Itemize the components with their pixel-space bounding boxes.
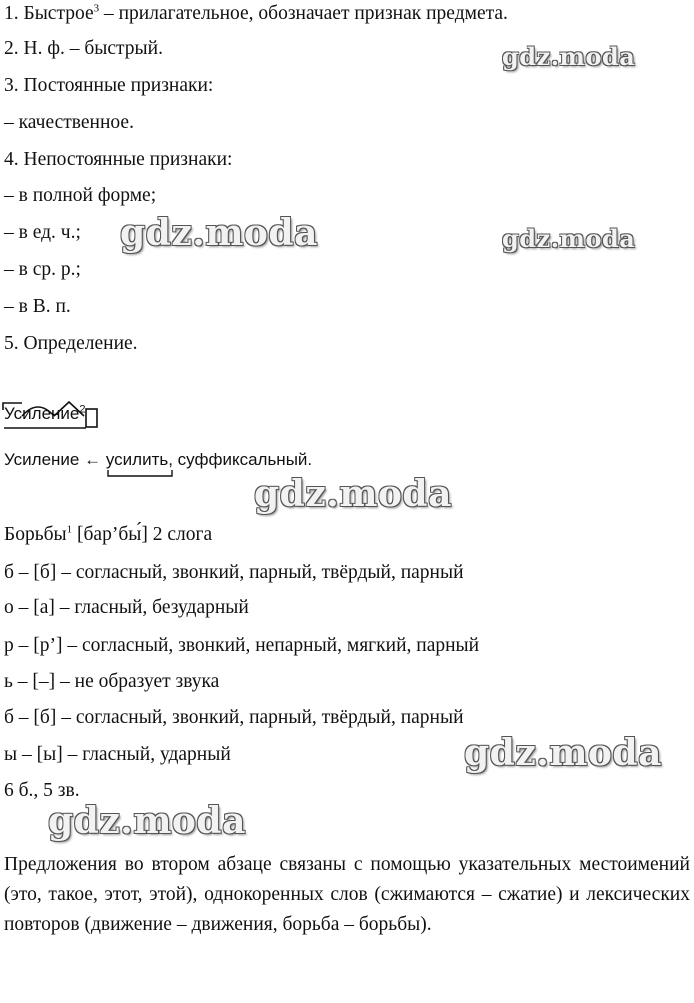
- analysis-line-3: 3. Постоянные признаки:: [4, 75, 214, 96]
- phonetic-word: Борьбы: [4, 524, 67, 545]
- phonetic-row: ы – [ы] – гласный, ударный: [4, 744, 231, 765]
- analysis-line-2: 2. Н. ф. – быстрый.: [4, 38, 163, 59]
- analysis-line-9: – в В. п.: [4, 296, 71, 317]
- phonetic-header: [4, 523, 212, 547]
- phonetic-transcription: [бар’бы́] 2 слога: [72, 524, 213, 545]
- phonetic-row: б – [б] – согласный, звонкий, парный, твёрдый, парный: [4, 707, 464, 728]
- derivation-line: [4, 448, 312, 472]
- ending-box: [86, 409, 97, 427]
- analysis-line-6: – в полной форме;: [4, 185, 157, 206]
- superscript-mark: 2: [79, 403, 86, 416]
- watermark: gdz.moda: [502, 42, 636, 71]
- phonetic-row: ь – [–] – не образует звука: [4, 671, 220, 692]
- superscript-mark: 1: [66, 523, 73, 536]
- watermark: gdz.moda: [464, 732, 662, 774]
- source-base-mark: [106, 468, 176, 478]
- morpheme-word-text: Усиление: [4, 404, 80, 423]
- watermark: gdz.moda: [48, 800, 246, 842]
- analysis-line-text: – прилагательное, обозначает признак предмета.: [99, 3, 508, 24]
- analysis-line-4: – качественное.: [4, 112, 134, 133]
- syntax-paragraph: Предложения во втором абзаце связаны с помощью указательных местоимений (это, такое, этот, этой), однокоренных слов (сжимаются – сжатие) и лексических повторов (движение – движения, борьба – борьбы).: [4, 854, 690, 935]
- phonetic-row: б – [б] – согласный, звонкий, парный, твёрдый, парный: [4, 562, 464, 583]
- source-word: [106, 450, 168, 469]
- source-word-text: усилить: [105, 450, 169, 469]
- arrow-left-icon: ←: [84, 450, 102, 469]
- analysis-line-8: – в ср. р.;: [4, 259, 81, 280]
- watermark: gdz.moda: [502, 224, 636, 253]
- analysis-line-text: 1. Быстрое: [4, 3, 94, 24]
- phonetic-row: р – [р’] – согласный, звонкий, непарный, мягкий, парный: [4, 635, 480, 656]
- superscript-mark: 3: [93, 2, 100, 15]
- watermark: gdz.moda: [120, 212, 318, 254]
- morpheme-word: [4, 402, 86, 426]
- analysis-line-1: [4, 2, 508, 26]
- phonetic-row: о – [а] – гласный, безударный: [4, 597, 249, 618]
- analysis-line-10: 5. Определение.: [4, 333, 138, 354]
- derivation-rest: , суффиксальный.: [168, 450, 313, 469]
- derived-word: Усиление: [4, 450, 80, 469]
- analysis-line-7: – в ед. ч.;: [4, 222, 81, 243]
- phonetic-summary: 6 б., 5 зв.: [4, 780, 80, 801]
- watermark: gdz.moda: [254, 473, 452, 515]
- analysis-line-5: 4. Непостоянные признаки:: [4, 149, 233, 170]
